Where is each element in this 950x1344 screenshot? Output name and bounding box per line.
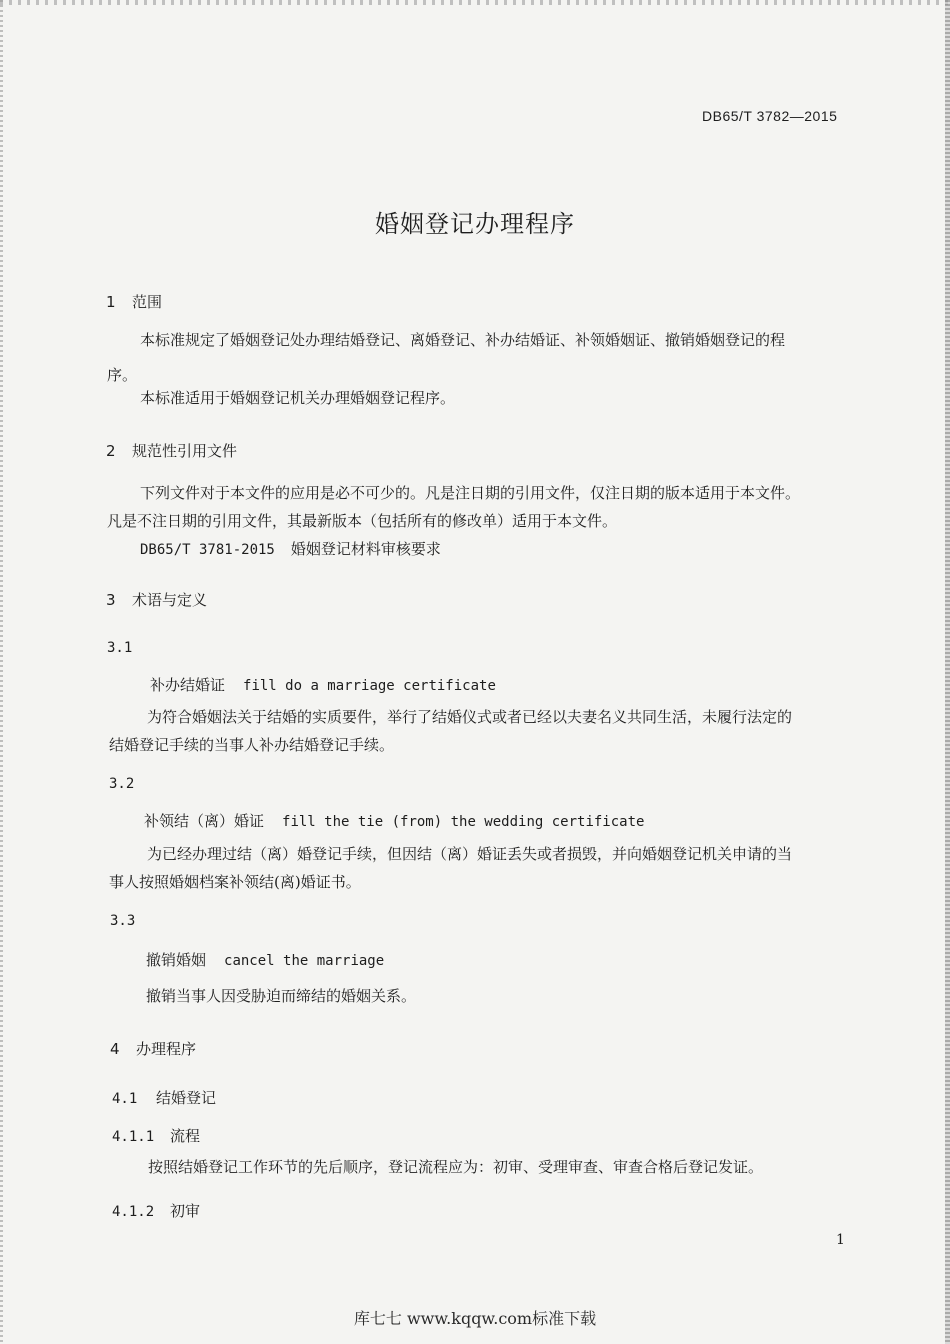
- section-3-heading: [106, 589, 207, 610]
- subsection-title: 结婚登记: [156, 1089, 217, 1107]
- subsection-4-1-heading: [112, 1087, 216, 1108]
- scan-edge-left: [0, 0, 3, 1344]
- section-title: 规范性引用文件: [132, 442, 238, 460]
- section-number: 1: [106, 293, 116, 311]
- scan-edge-top: [0, 0, 950, 5]
- term-english: fill do a marriage certificate: [243, 678, 496, 694]
- subsection-title: 流程: [170, 1127, 201, 1145]
- document-title: 婚姻登记办理程序: [375, 210, 575, 238]
- term-3-1: [150, 674, 496, 695]
- section-1-heading: [106, 291, 162, 312]
- term-3-2-number: 3.2: [109, 776, 135, 792]
- term-name: 补办结婚证: [150, 676, 226, 694]
- subsection-4-1-1-heading: [112, 1125, 200, 1146]
- document-code: DB65/T 3782—2015: [702, 108, 838, 124]
- section-number: 3: [106, 591, 116, 609]
- section-number: 4: [110, 1040, 120, 1058]
- section-number: 2: [106, 442, 116, 460]
- term-name: 补领结（离）婚证: [144, 812, 265, 830]
- normative-reference: [140, 535, 441, 565]
- subsection-title: 初审: [170, 1202, 201, 1220]
- section-1-paragraph-2: 本标准适用于婚姻登记机关办理婚姻登记程序。: [140, 389, 456, 407]
- subsection-number: 4.1.2: [112, 1204, 155, 1220]
- term-3-1-definition-line-2: 结婚登记手续的当事人补办结婚登记手续。: [109, 736, 395, 754]
- term-3-3-definition: 撤销当事人因受胁迫而缔结的婚姻关系。: [146, 987, 417, 1005]
- section-title: 办理程序: [136, 1040, 197, 1058]
- section-1-paragraph-1-line-2: 序。: [107, 366, 138, 384]
- subsection-4-1-1-paragraph: 按照结婚登记工作环节的先后顺序，登记流程应为：初审、受理审查、审查合格后登记发证。: [148, 1158, 764, 1176]
- term-english: cancel the marriage: [224, 953, 385, 969]
- term-3-1-number: 3.1: [107, 640, 133, 656]
- section-2-paragraph-1-line-2: 凡是不注日期的引用文件，其最新版本（包括所有的修改单）适用于本文件。: [107, 512, 618, 530]
- footer-watermark: 库七七 www.kqqw.com标准下载: [353, 1309, 597, 1328]
- term-3-3-number: 3.3: [110, 913, 136, 929]
- subsection-number: 4.1: [112, 1091, 138, 1107]
- reference-code: DB65/T 3781-2015: [140, 542, 275, 558]
- section-4-heading: [110, 1038, 196, 1059]
- page-number: 1: [836, 1232, 845, 1248]
- section-title: 范围: [132, 293, 163, 311]
- section-2-heading: [106, 440, 237, 461]
- term-3-2-definition-line-2: 事人按照婚姻档案补领结(离)婚证书。: [109, 873, 361, 891]
- term-3-2: [144, 810, 644, 831]
- reference-title: 婚姻登记材料审核要求: [290, 540, 441, 558]
- section-1-paragraph-1-line-1: 本标准规定了婚姻登记处办理结婚登记、离婚登记、补办结婚证、补领婚姻证、撤销婚姻登记的程: [140, 331, 786, 349]
- term-name: 撤销婚姻: [146, 951, 207, 969]
- term-3-1-definition-line-1: 为符合婚姻法关于结婚的实质要件，举行了结婚仪式或者已经以夫妻名义共同生活，未履行法定的: [147, 708, 793, 726]
- term-3-3: [146, 949, 384, 970]
- section-2-paragraph-1-line-1: 下列文件对于本文件的应用是必不可少的。凡是注日期的引用文件，仅注日期的版本适用于本文件。: [140, 484, 801, 502]
- subsection-number: 4.1.1: [112, 1129, 155, 1145]
- subsection-4-1-2-heading: [112, 1200, 200, 1221]
- term-3-2-definition-line-1: 为已经办理过结（离）婚登记手续，但因结（离）婚证丢失或者损毁，并向婚姻登记机关申请的当: [147, 845, 793, 863]
- scan-edge-right: [945, 0, 950, 1344]
- term-english: fill the tie (from) the wedding certificate: [282, 814, 645, 830]
- section-title: 术语与定义: [132, 591, 208, 609]
